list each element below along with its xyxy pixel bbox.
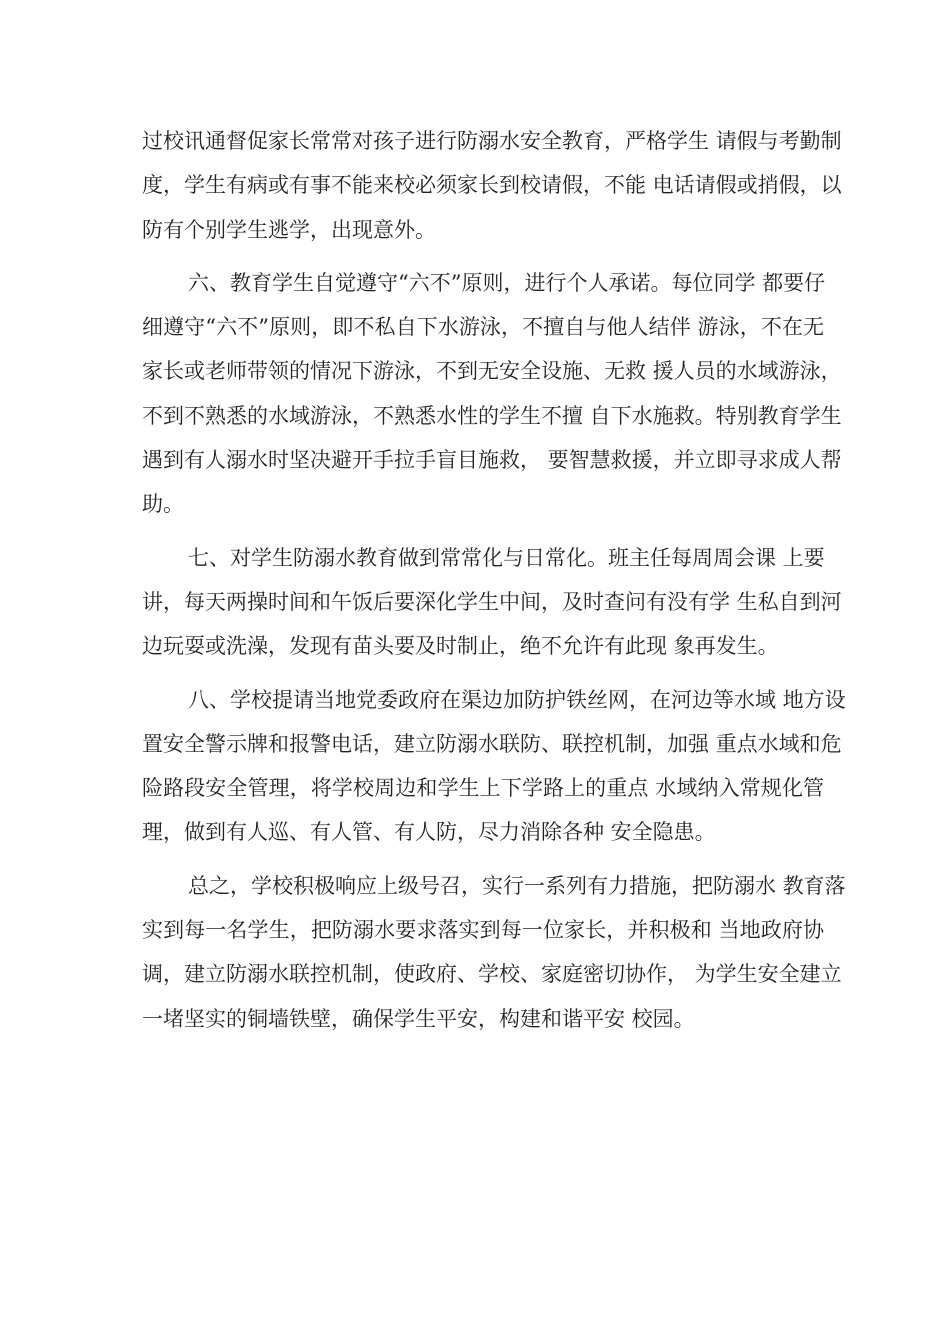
paragraph-eight [142, 678, 846, 855]
text-line: 八、学校提请当地党委政府在渠边加防护铁丝网，在河边等水域 地方设 [188, 687, 846, 712]
text-line: 边玩耍或洗澡，发现有苗头要及时制止，绝不允许有此现 象再发生。 [142, 634, 779, 659]
text-line: 度，学生有病或有事不能来校必须家长到校请假，不能 电话请假或捎假，以 [142, 173, 842, 198]
text-line: 置安全警示牌和报警电话，建立防溺水联防、联控机制，加强 重点水域和危 [142, 731, 842, 756]
text-line: 助。 [142, 492, 184, 517]
paragraph-continuation [142, 119, 842, 252]
text-line: 实到每一名学生，把防溺水要求落实到每一位家长，并积极和 当地政府协 [142, 918, 824, 943]
text-line: 不到不熟悉的水域游泳，不熟悉水性的学生不擅 自下水施救。特别教育学生 [142, 403, 842, 428]
text-line: 过校讯通督促家长常常对孩子进行防溺水安全教育，严格学生 请假与考勤制 [142, 129, 842, 153]
text-line: 险路段安全管理，将学校周边和学生上下学路上的重点 水域纳入常规化管 [142, 776, 824, 801]
text-line: 遇到有人溺水时坚决避开手拉手盲目施救， 要智慧救援，并立即寻求成人帮 [142, 448, 842, 473]
text-line: 家长或老师带领的情况下游泳，不到无安全设施、无救 援人员的水域游泳， [142, 359, 842, 384]
paragraph-conclusion [142, 864, 846, 1041]
text-line: 七、对学生防溺水教育做到常常化与日常化。班主任每周周会课 上要 [188, 545, 825, 570]
text-line: 讲，每天两操时间和午饭后要深化学生中间，及时查问有没有学 生私自到河 [142, 589, 842, 614]
text-line: 一堵坚实的铜墙铁壁，确保学生平安，构建和谐平安 校园。 [142, 1006, 695, 1031]
text-line: 总之，学校积极响应上级号召，实行一系列有力措施，把防溺水 教育落 [188, 873, 846, 898]
document-body [142, 119, 846, 1041]
text-line: 防有个别学生逃学，出现意外。 [142, 217, 436, 242]
text-line: 六、教育学生自觉遵守“六不”原则，进行个人承诺。每位同学 都要仔 [188, 270, 826, 295]
text-line: 调，建立防溺水联控机制，使政府、学校、家庭密切协作， 为学生安全建立 [142, 962, 842, 987]
paragraph-seven [142, 536, 842, 669]
paragraph-six [142, 261, 842, 527]
text-line: 理，做到有人巡、有人管、有人防，尽力消除各种 安全隐患。 [142, 820, 716, 845]
text-line: 细遵守“六不”原则，即不私自下水游泳，不擅自与他人结伴 游泳，不在无 [142, 315, 824, 340]
